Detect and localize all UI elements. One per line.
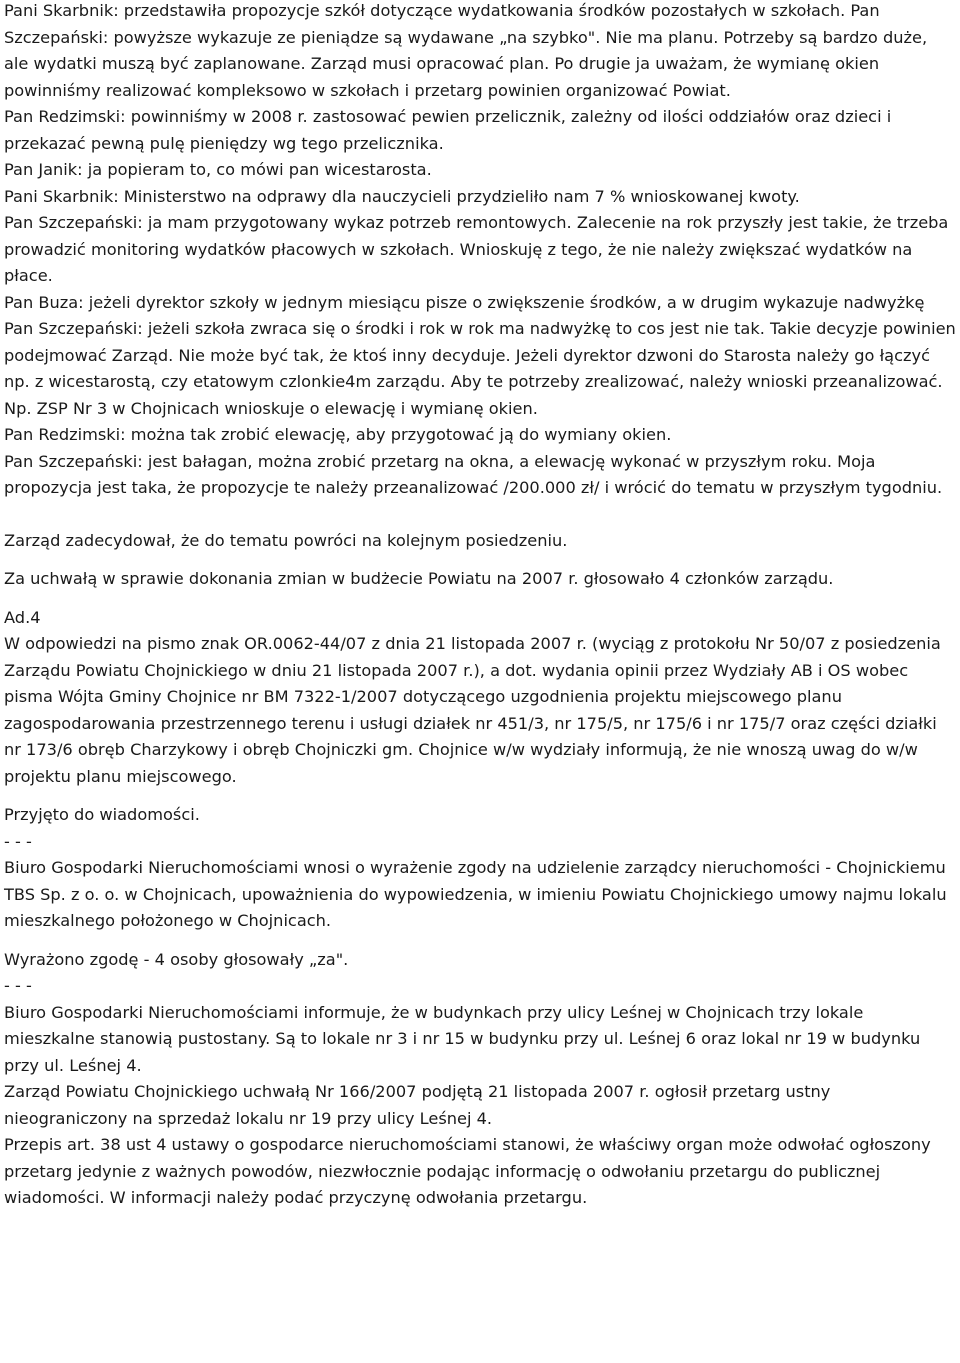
paragraph-janik: Pan Janik: ja popieram to, co mówi pan wicestarosta. [4, 160, 432, 179]
paragraph-skarbnik-ministerstwo: Pani Skarbnik: Ministerstwo na odprawy dla nauczycieli przydzieliło nam 7 % wnioskowanej kwoty. [4, 186, 800, 206]
paragraph-biuro-pustostany: Biuro Gospodarki Nieruchomościami informuje, że w budynkach przy ulicy Leśnej w Chojnicach trzy lokale mieszkalne stanowią pustostany. Są to lokale nr 3 i nr 15 w budynku przy ul. Leśnej 6 oraz lokal nr 19 w budynku przy ul. Leśnej 4. [4, 1002, 921, 1075]
paragraph-biuro-wniosek: Biuro Gospodarki Nieruchomościami wnosi o wyrażenie zgody na udzielenie zarządcy nieruchomości - Chojnickiemu TBS Sp. z o. o. w Chojnicach, upoważnienia do wypowiedzenia, w imieniu Powiatu Chojnickiego umowy najmu lokalu mieszkalnego położonego w Chojnicach. [4, 858, 947, 930]
paragraph-zgoda: Wyrażono zgodę - 4 osoby głosowały „za". [4, 949, 349, 969]
paragraph-redzimski: Pan Redzimski: powinniśmy w 2008 r. zastosować pewien przelicznik, zależny od ilości oddziałów oraz dzieci i przekazać pewną pulę pieniędzy wg tego przelicznika. [4, 107, 892, 153]
paragraph-buza: Pan Buza: jeżeli dyrektor szkoły w jednym miesiącu pisze o zwiększenie środków, a w drugim wykazuje nadwyżkę [4, 292, 925, 312]
paragraph-szczepanski-nadwyzka: Pan Szczepański: jeżeli szkoła zwraca się o środki i rok w rok ma nadwyżkę to cos jest nie tak. Takie decyzje powinien podejmować Zarząd. Nie może być tak, że ktoś inny decyduje. Jeżeli dyrektor dzwoni do Starosta należy go łączyć np. z wicestarostą, czy etatowym czlonkie4m zarządu. Aby te potrzeby zrealizować, należy wnioski przeanalizować. Np. ZSP Nr 3 w Chojnicach wnioskuje o elewację i wymianę okien. [4, 319, 956, 418]
paragraph-uchwala-budzet: Za uchwałą w sprawie dokonania zmian w budżecie Powiatu na 2007 r. głosowało 4 członków zarządu. [4, 569, 834, 588]
paragraph-redzimski-elewacja: Pan Redzimski: można tak zrobić elewację, aby przygotować ją do wymiany okien. [4, 425, 672, 444]
paragraph-przepis-art38: Przepis art. 38 ust 4 ustawy o gospodarce nieruchomościami stanowi, że właściwy organ może odwołać ogłoszony przetarg jedynie z ważnych powodów, niezwłocznie podając informację o odwołaniu przetargu do publicznej wiadomości. W informacji należy podać przyczynę odwołania przetargu. [4, 1135, 931, 1207]
paragraph-opinia-wydzialow: W odpowiedzi na pismo znak OR.0062-44/07 z dnia 21 listopada 2007 r. (wyciąg z protokołu Nr 50/07 z posiedzenia Zarządu Powiatu Chojnickiego w dniu 21 listopada 2007 r.), a dot. wydania opinii przez Wydziały AB i OS wobec pisma Wójta Gminy Chojnice nr BM 7322-1/2007 dotyczącego uzgodnienia projektu miejscowego planu zagospodarowania przestrzennego terenu i usługi działek nr 451/3, nr 175/5, nr 175/6 i nr 175/7 oraz części działki nr 173/6 obręb Charzykowy i obręb Chojniczki gm. Chojnice w/w wydziały informują, że nie wnoszą uwag do w/w projektu planu miejscowego. [4, 634, 941, 786]
paragraph-uchwala-przetarg: Zarząd Powiatu Chojnickiego uchwałą Nr 166/2007 podjętą 21 listopada 2007 r. ogłosił przetarg ustny nieograniczony na sprzedaż lokalu nr 19 przy ulicy Leśnej 4. [4, 1082, 831, 1128]
paragraph-przyjeto: Przyjęto do wiadomości. [4, 805, 200, 824]
paragraph-szczepanski-przetarg: Pan Szczepański: jest bałagan, można zrobić przetarg na okna, a elewację wykonać w przyszłym roku. Moja propozycja jest taka, że propozycje te należy przeanalizować /200.000 zł/ i wrócić do tematu w przyszłym tygodniu. [4, 451, 943, 497]
section-heading-ad4: Ad.4 [4, 607, 41, 627]
paragraph-skarbnik-szczepanski: Pani Skarbnik: przedstawiła propozycje szkół dotyczące wydatkowania środków pozostałych w szkołach. Pan Szczepański: powyższe wykazuje ze pieniądze są wydawane „na szybko". Nie ma planu. Potrzeby są bardzo duże, ale wydatki muszą być zaplanowane. Zarząd musi opracować plan. Po drugie ja uważam, że wymianę okien powinniśmy realizować kompleksowo w szkołach i przetarg powinien organizować Powiat. [4, 1, 928, 100]
paragraph-zarzad-decyzja: Zarząd zadecydował, że do tematu powróci na kolejnym posiedzeniu. [4, 530, 568, 550]
paragraph-szczepanski-remonty: Pan Szczepański: ja mam przygotowany wykaz potrzeb remontowych. Zalecenie na rok przyszły jest takie, że trzeba prowadzić monitoring wydatków płacowych w szkołach. Wnioskuję z tego, że nie należy zwiększać wydatków na płace. [4, 213, 949, 285]
separator-dashes: - - - [4, 831, 32, 851]
separator-dashes: - - - [4, 976, 32, 995]
